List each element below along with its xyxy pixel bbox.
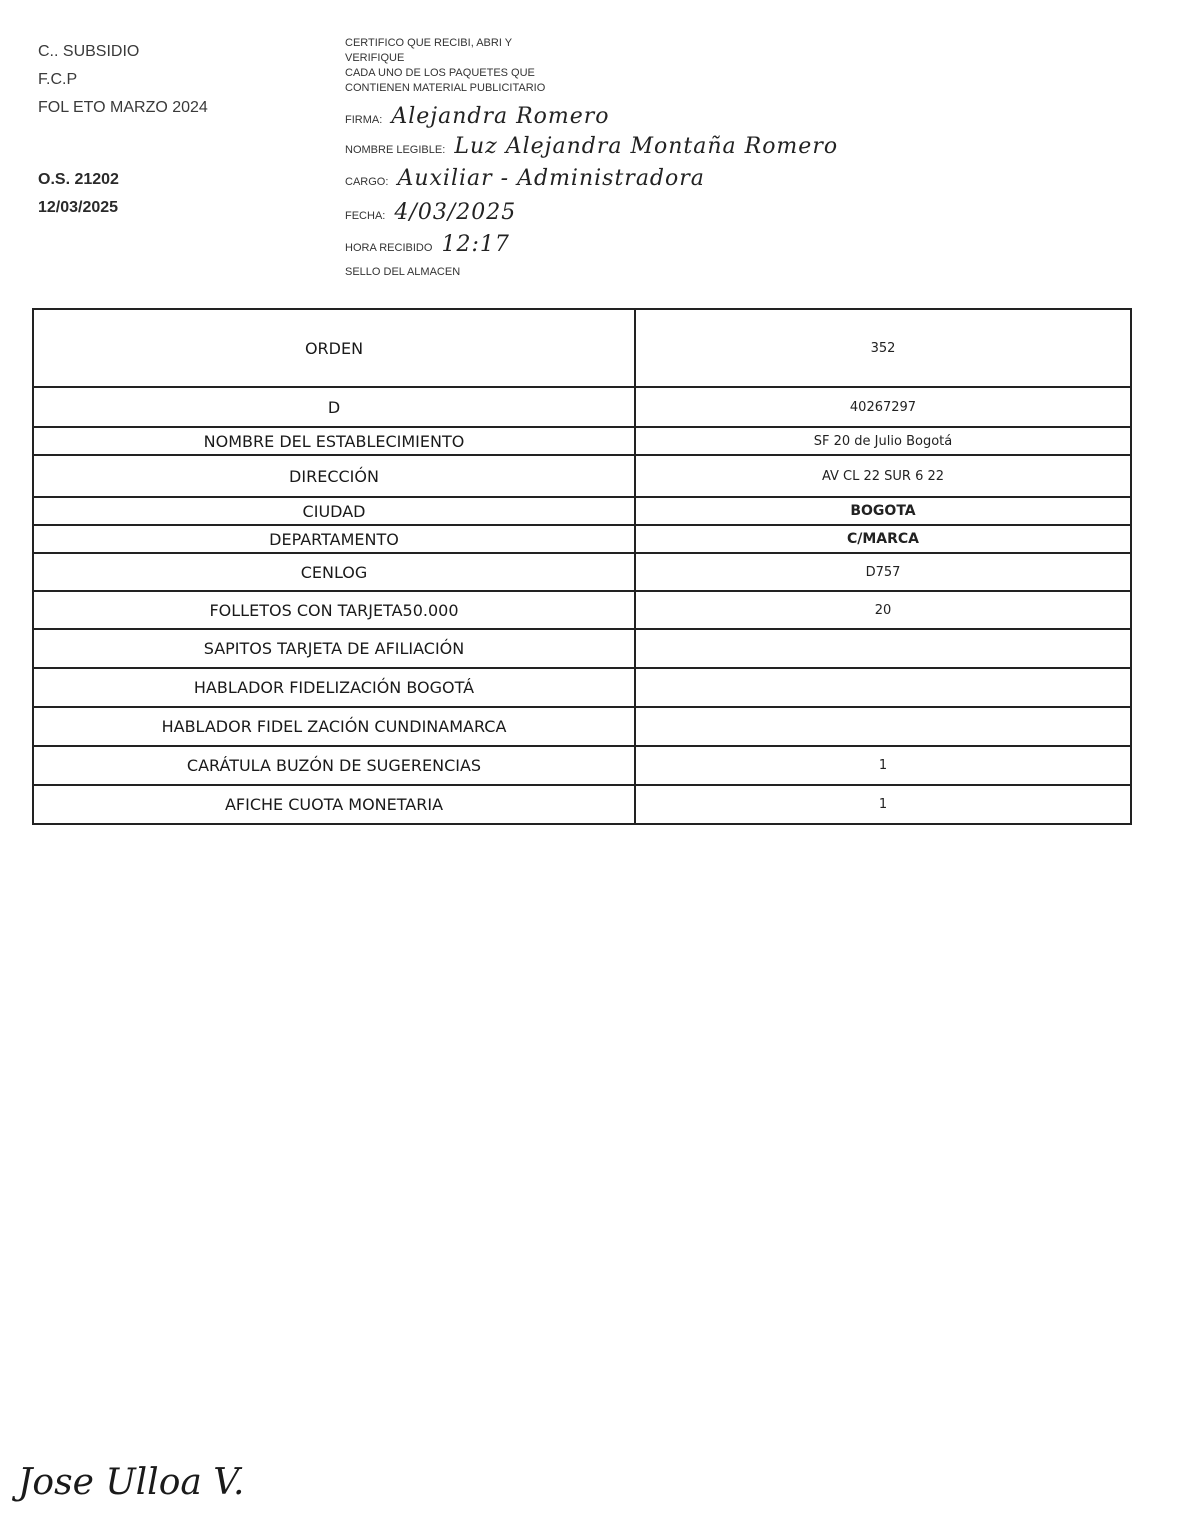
row-value: 1	[635, 746, 1131, 785]
cargo-value: Auxiliar - Administradora	[397, 166, 705, 191]
table-row	[33, 427, 1131, 455]
nombre-value: Luz Alejandra Montaña Romero	[454, 134, 839, 159]
delivery-table	[32, 308, 1132, 825]
table-row	[33, 525, 1131, 553]
row-value: 40267297	[635, 387, 1131, 427]
header-line-fcp: F.C.P	[38, 71, 78, 88]
row-value	[635, 668, 1131, 707]
row-value: C/MARCA	[635, 525, 1131, 553]
row-label: DIRECCIÓN	[33, 455, 635, 497]
table-row	[33, 707, 1131, 746]
row-label: ORDEN	[33, 309, 635, 387]
row-label: CIUDAD	[33, 497, 635, 525]
row-label: D	[33, 387, 635, 427]
row-value: D757	[635, 553, 1131, 591]
table-row	[33, 553, 1131, 591]
table-row	[33, 309, 1131, 387]
row-label: SAPITOS TARJETA DE AFILIACIÓN	[33, 629, 635, 668]
table-row	[33, 668, 1131, 707]
row-label: FOLLETOS CON TARJETA50.000	[33, 591, 635, 629]
hora-value: 12:17	[441, 232, 510, 257]
cargo-label: CARGO:	[345, 176, 389, 188]
row-label: DEPARTAMENTO	[33, 525, 635, 553]
nombre-field	[345, 134, 838, 159]
row-value: 1	[635, 785, 1131, 824]
cert-line: CADA UNO DE LOS PAQUETES QUE	[345, 67, 535, 79]
row-value: BOGOTA	[635, 497, 1131, 525]
cert-line: CONTIENEN MATERIAL PUBLICITARIO	[345, 82, 546, 94]
table-row	[33, 785, 1131, 824]
row-value	[635, 629, 1131, 668]
fecha-value: 4/03/2025	[394, 200, 517, 225]
row-label: HABLADOR FIDELIZACIÓN BOGOTÁ	[33, 668, 635, 707]
table-row	[33, 746, 1131, 785]
table-row	[33, 629, 1131, 668]
cargo-field	[345, 166, 705, 191]
row-label: AFICHE CUOTA MONETARIA	[33, 785, 635, 824]
row-value	[635, 707, 1131, 746]
hora-field	[345, 232, 510, 257]
row-value: AV CL 22 SUR 6 22	[635, 455, 1131, 497]
firma-value: Alejandra Romero	[391, 104, 610, 129]
row-value: 352	[635, 309, 1131, 387]
left-header	[38, 38, 208, 122]
order-info	[38, 166, 119, 222]
table-row	[33, 591, 1131, 629]
cert-line: CERTIFICO QUE RECIBI, ABRI Y	[345, 37, 513, 49]
header-line-folleto: FOL ETO MARZO 2024	[38, 99, 208, 116]
row-label: NOMBRE DEL ESTABLECIMIENTO	[33, 427, 635, 455]
table-row	[33, 497, 1131, 525]
handwritten-signature: Jose Ulloa V.	[18, 1462, 245, 1503]
os-number: O.S. 21202	[38, 171, 119, 188]
firma-field	[345, 104, 610, 129]
header-line-subsidio: C.. SUBSIDIO	[38, 43, 140, 60]
hora-label: HORA RECIBIDO	[345, 242, 433, 254]
fecha-label: FECHA:	[345, 210, 386, 222]
row-label: CARÁTULA BUZÓN DE SUGERENCIAS	[33, 746, 635, 785]
cert-line: VERIFIQUE	[345, 52, 405, 64]
sello-label: SELLO DEL ALMACEN	[345, 266, 461, 278]
fecha-field	[345, 200, 516, 225]
os-date: 12/03/2025	[38, 199, 119, 216]
table-row	[33, 387, 1131, 427]
nombre-label: NOMBRE LEGIBLE:	[345, 144, 446, 156]
certificate-text	[345, 36, 665, 96]
row-value: SF 20 de Julio Bogotá	[635, 427, 1131, 455]
row-value: 20	[635, 591, 1131, 629]
firma-label: FIRMA:	[345, 114, 383, 126]
row-label: CENLOG	[33, 553, 635, 591]
table-row	[33, 455, 1131, 497]
row-label: HABLADOR FIDEL ZACIÓN CUNDINAMARCA	[33, 707, 635, 746]
